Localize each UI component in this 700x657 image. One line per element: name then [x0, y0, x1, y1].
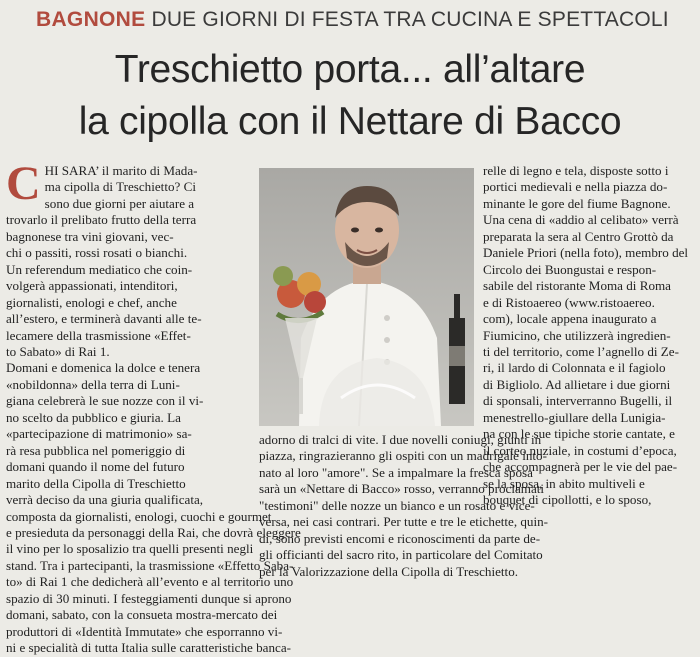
- text-line: com), locale appena inaugurato a: [483, 311, 657, 327]
- headline-line-2: la cipolla con il Nettare di Bacco: [78, 100, 622, 143]
- text-line: Domani e domenica la dolce e tenera: [6, 360, 201, 376]
- kicker-place: BAGNONE: [36, 8, 146, 31]
- text-line: Una cena di «addio al celibato» verrà: [483, 212, 679, 228]
- text-line: che accompagnerà per le vie del pae-: [483, 459, 678, 475]
- text-line: "testimoni" delle nozze un bianco e un rosato e vice-: [259, 497, 535, 513]
- text-line: composta da giornalisti, enologi, cuochi e gourmet: [6, 508, 272, 524]
- text-line: ri, il lardo di Colonnata e il fagiolo: [483, 360, 666, 376]
- dropcap: C: [6, 157, 41, 210]
- text-line: rà resa pubblica nel pomeriggio di: [6, 442, 186, 458]
- text-line: di Bigliolo. Ad allietare i due giorni: [483, 376, 671, 392]
- text-line: domani, sabato, con la consueta mostra-mercato dei: [6, 607, 278, 623]
- text-line: piazza, ringrazieranno gli ospiti con un madrigale into-: [259, 448, 547, 464]
- kicker-subtitle: DUE GIORNI DI FESTA TRA CUCINA E SPETTACOLI: [151, 8, 669, 31]
- chef-photo: [259, 168, 474, 426]
- text-line: e presieduta da personaggi della Rai, che dovrà eleggere: [6, 524, 301, 540]
- text-line: to Sabato» di Rai 1.: [6, 343, 110, 359]
- text-line: HI SARA’ il marito di Mada-: [44, 163, 198, 178]
- text-line: il corteo nuziale, in costumi d’epoca,: [483, 442, 677, 458]
- text-line: Daniele Priori (nella foto), membro del: [483, 245, 689, 261]
- text-line: sono due giorni per aiutare a: [44, 195, 195, 211]
- text-line: ma cipolla di Treschietto? Ci: [44, 179, 196, 195]
- text-line: versa, nei casi contrari. Per tutte e tre le etichette, quin-: [259, 514, 549, 530]
- text-line: sarà un «Nettare di Bacco» rosso, verranno proclamati: [259, 481, 545, 497]
- text-line: chi o passiti, rossi rosati o bianchi.: [6, 245, 188, 261]
- text-line: domani quando il nome del futuro: [6, 459, 185, 475]
- text-line: per la Valorizzazione della Cipolla di Treschietto.: [259, 563, 519, 579]
- headline-line-1: Treschietto porta... all’altare: [114, 48, 586, 91]
- text-line: all’estero, e terminerà davanti alle te-: [6, 311, 202, 327]
- text-line: gli officianti del sacro rito, in particolare del Comitato: [259, 547, 543, 563]
- text-line: relle di legno e tela, disposte sotto i: [483, 163, 669, 178]
- article-column-1: [6, 157, 301, 657]
- headline: [0, 44, 700, 148]
- text-line: volgerà appassionati, intenditori,: [6, 278, 178, 294]
- text-line: verrà deciso da una giuria qualificata,: [6, 492, 204, 508]
- text-line: spazio di 30 minuti. I festeggiamenti dunque si aprono: [6, 590, 292, 606]
- text-line: adorno di tralci di vite. I due novelli coniugi, giunti in: [259, 432, 542, 447]
- text-line: di sponsali, interverranno Bugelli, il: [483, 393, 673, 409]
- text-line: ni e specialità di tutta Italia sulle caratteristiche banca-: [6, 640, 292, 656]
- text-line: e di Ristoaereo (www.ristoaereo.: [483, 294, 655, 310]
- text-line: Fiumicino, che utilizzerà ingredien-: [483, 327, 671, 343]
- text-line: na con le sue tipiche storie cantate, e: [483, 426, 675, 442]
- text-line: di, sono previsti encomi e riconoscimenti da parte de-: [259, 530, 541, 546]
- text-line: no scelto da pubblico e giuria. La: [6, 409, 181, 425]
- text-line: giana celebrerà le sue nozze con il vi-: [6, 393, 204, 409]
- text-line: stand. Tra i partecipanti, la trasmissione «Effetto Saba-: [6, 557, 294, 573]
- text-line: preparata la sera al Centro Grottò da: [483, 228, 674, 244]
- text-line: marito della Cipolla di Treschietto: [6, 475, 186, 491]
- text-line: minante le gore del fiume Bagnone.: [483, 195, 671, 211]
- text-line: nato al loro "amore". Se a impalmare la fresca sposa: [259, 464, 533, 480]
- text-line: se la sposa, in abito multiveli e: [483, 475, 645, 491]
- text-line: bagnonese tra vini giovani, vec-: [6, 228, 174, 244]
- text-line: giornalisti, enologi e chef, anche: [6, 294, 177, 310]
- text-line: sabile del ristorante Moma di Roma: [483, 278, 671, 294]
- text-line: bouquet di cipollotti, e lo sposo,: [483, 492, 652, 508]
- text-line: «nobildonna» della terra di Luni-: [6, 376, 180, 392]
- text-line: il vino per lo sposalizio tra quelli presenti negli: [6, 541, 254, 557]
- text-line: ti del territorio, come l’agnello di Ze-: [483, 343, 679, 359]
- chef-photo-illustration: [259, 168, 474, 426]
- text-line: lecamere della trasmissione «Effet-: [6, 327, 191, 343]
- text-line: menestrello-giullare della Lunigia-: [483, 409, 666, 425]
- text-line: produttori di «Identità Immutate» che esporranno vi-: [6, 623, 283, 639]
- text-line: «partecipazione di matrimonio» sa-: [6, 426, 192, 442]
- text-line: to» di Rai 1 che dedicherà all’evento e al territorio uno: [6, 574, 294, 590]
- text-line: trovarlo il prelibato frutto della terra: [6, 212, 197, 228]
- text-line: Un referendum mediatico che coin-: [6, 261, 193, 277]
- kicker: [36, 6, 696, 34]
- text-line: Circolo dei Buongustai e respon-: [483, 261, 657, 277]
- text-line: portici medievali e nella piazza do-: [483, 179, 668, 195]
- article-column-2: [259, 432, 696, 580]
